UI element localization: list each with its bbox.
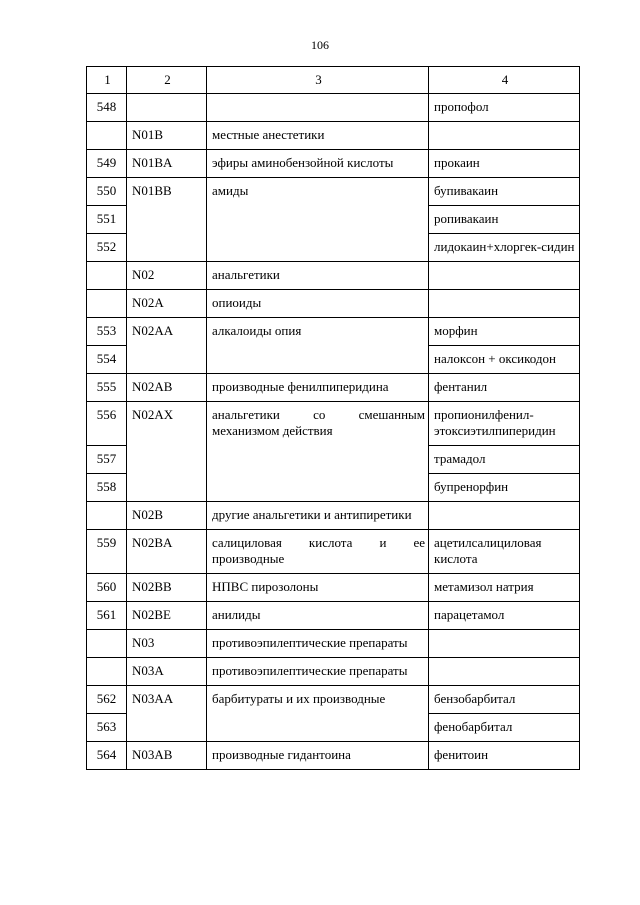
- atc-code: N01BB: [127, 178, 207, 262]
- column-header: 3: [207, 67, 429, 94]
- group-name: [207, 94, 429, 122]
- group-name: другие анальгетики и антипиретики: [207, 502, 429, 530]
- row-number: 561: [87, 602, 127, 630]
- atc-code: N02B: [127, 502, 207, 530]
- group-name: алкалоиды опия: [207, 318, 429, 374]
- drug-name: ацетилсалициловая кислота: [429, 530, 580, 574]
- drug-name: пропионилфенил-этоксиэтилпиперидин: [429, 402, 580, 446]
- atc-code: N02A: [127, 290, 207, 318]
- row-number: 560: [87, 574, 127, 602]
- atc-code: N03A: [127, 658, 207, 686]
- row-number: [87, 122, 127, 150]
- row-number: 559: [87, 530, 127, 574]
- table-row: [87, 290, 580, 318]
- drug-name: налоксон + оксикодон: [429, 346, 580, 374]
- row-number: 563: [87, 714, 127, 742]
- column-header: 2: [127, 67, 207, 94]
- group-name: местные анестетики: [207, 122, 429, 150]
- group-name: анальгетики: [207, 262, 429, 290]
- drug-name: бензобарбитал: [429, 686, 580, 714]
- atc-code: N02AB: [127, 374, 207, 402]
- atc-code: N02: [127, 262, 207, 290]
- group-name: опиоиды: [207, 290, 429, 318]
- row-number: [87, 502, 127, 530]
- atc-code: N02BB: [127, 574, 207, 602]
- table-row: [87, 630, 580, 658]
- row-number: 550: [87, 178, 127, 206]
- atc-code: N03AB: [127, 742, 207, 770]
- atc-code: N03AA: [127, 686, 207, 742]
- row-number: 551: [87, 206, 127, 234]
- group-name: противоэпилептические препараты: [207, 658, 429, 686]
- drug-name: [429, 658, 580, 686]
- drug-name: трамадол: [429, 446, 580, 474]
- drug-name: [429, 290, 580, 318]
- table-row: [87, 374, 580, 402]
- drug-name: бупивакаин: [429, 178, 580, 206]
- drug-name: [429, 630, 580, 658]
- table-row: [87, 658, 580, 686]
- drug-name: лидокаин+хлоргек-сидин: [429, 234, 580, 262]
- drug-name: фентанил: [429, 374, 580, 402]
- group-name: производные фенилпиперидина: [207, 374, 429, 402]
- atc-code: N02BE: [127, 602, 207, 630]
- atc-code: N02AX: [127, 402, 207, 502]
- table-row: [87, 402, 580, 446]
- drug-classification-table: [86, 66, 580, 770]
- table-row: [87, 94, 580, 122]
- drug-name: пропофол: [429, 94, 580, 122]
- table-row: [87, 602, 580, 630]
- drug-name: парацетамол: [429, 602, 580, 630]
- row-number: 554: [87, 346, 127, 374]
- drug-name: фенобарбитал: [429, 714, 580, 742]
- row-number: 552: [87, 234, 127, 262]
- table-row: [87, 150, 580, 178]
- drug-name: [429, 122, 580, 150]
- drug-name: [429, 262, 580, 290]
- row-number: 553: [87, 318, 127, 346]
- row-number: [87, 290, 127, 318]
- row-number: 549: [87, 150, 127, 178]
- drug-name: [429, 502, 580, 530]
- group-name: амиды: [207, 178, 429, 262]
- group-name: эфиры аминобензойной кислоты: [207, 150, 429, 178]
- group-name: производные гидантоина: [207, 742, 429, 770]
- row-number: 564: [87, 742, 127, 770]
- drug-name: морфин: [429, 318, 580, 346]
- group-name: анилиды: [207, 602, 429, 630]
- group-name: НПВС пирозолоны: [207, 574, 429, 602]
- group-name: барбитураты и их производные: [207, 686, 429, 742]
- table-header-row: [87, 67, 580, 94]
- group-name: салициловая кислота и ее производные: [207, 530, 429, 574]
- atc-code: N02AA: [127, 318, 207, 374]
- row-number: 555: [87, 374, 127, 402]
- atc-code: N02BA: [127, 530, 207, 574]
- row-number: [87, 630, 127, 658]
- column-header: 1: [87, 67, 127, 94]
- page-number: 106: [311, 38, 329, 52]
- table-row: [87, 742, 580, 770]
- table-row: [87, 318, 580, 346]
- drug-name: бупренорфин: [429, 474, 580, 502]
- column-header: 4: [429, 67, 580, 94]
- row-number: [87, 262, 127, 290]
- row-number: 562: [87, 686, 127, 714]
- drug-name: ропивакаин: [429, 206, 580, 234]
- row-number: 557: [87, 446, 127, 474]
- atc-code: [127, 94, 207, 122]
- table-row: [87, 502, 580, 530]
- table-row: [87, 122, 580, 150]
- drug-name: фенитоин: [429, 742, 580, 770]
- table-row: [87, 178, 580, 206]
- table-row: [87, 262, 580, 290]
- table-row: [87, 530, 580, 574]
- atc-code: N01B: [127, 122, 207, 150]
- row-number: 558: [87, 474, 127, 502]
- row-number: 548: [87, 94, 127, 122]
- drug-name: прокаин: [429, 150, 580, 178]
- atc-code: N03: [127, 630, 207, 658]
- atc-code: N01BA: [127, 150, 207, 178]
- table-row: [87, 686, 580, 714]
- row-number: 556: [87, 402, 127, 446]
- group-name: противоэпилептические препараты: [207, 630, 429, 658]
- row-number: [87, 658, 127, 686]
- group-name: анальгетики со смешанным механизмом действия: [207, 402, 429, 502]
- drug-name: метамизол натрия: [429, 574, 580, 602]
- table-row: [87, 574, 580, 602]
